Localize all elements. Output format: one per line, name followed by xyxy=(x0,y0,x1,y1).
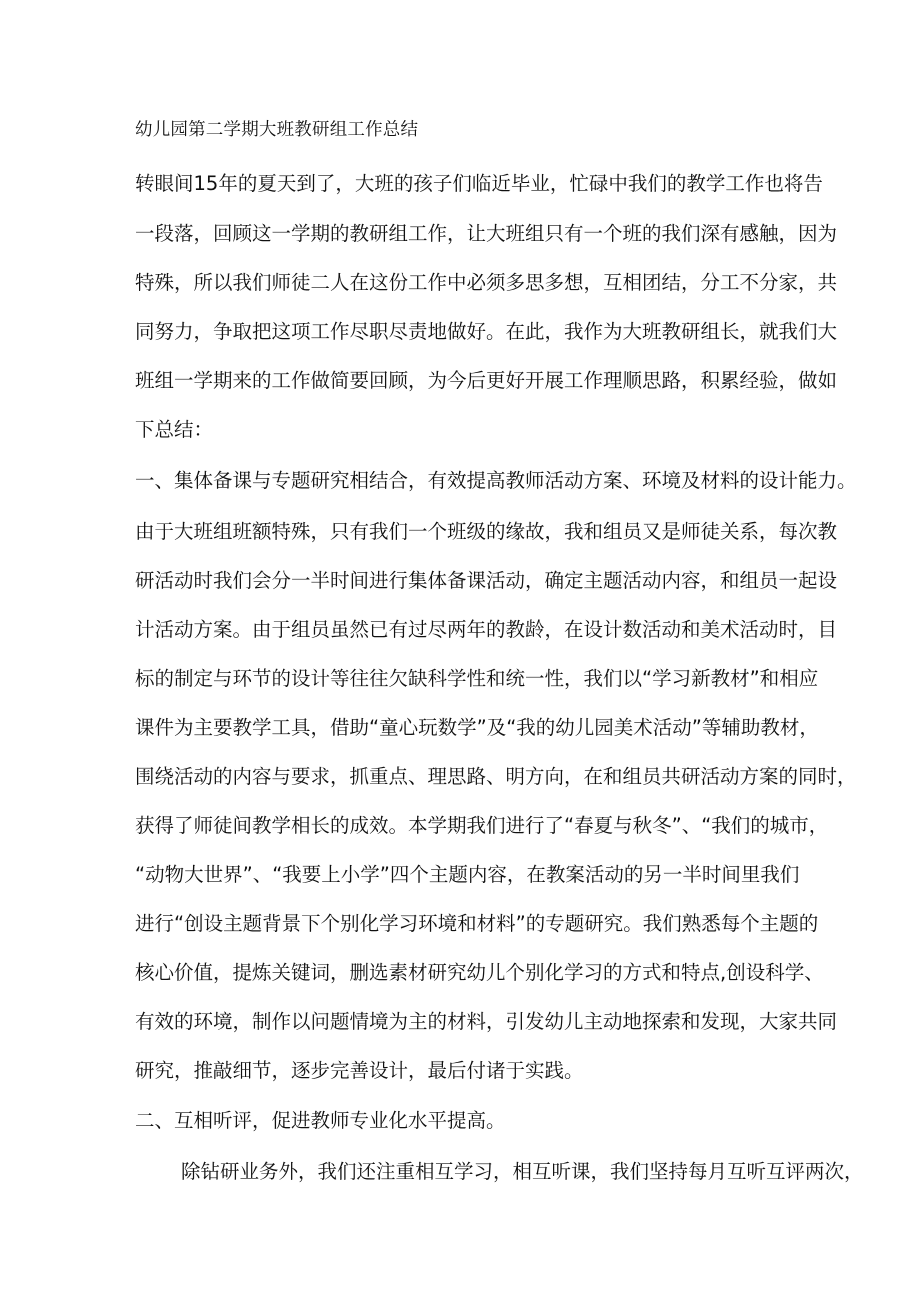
paragraph-line: 进行“创设主题背景下个别化学习环境和材料”的专题研究。我们熟悉每个主题的 xyxy=(135,912,819,935)
paragraph-line: 研活动时我们会分一半时间进行集体备课活动，确定主题活动内容，和组员一起设 xyxy=(135,569,838,592)
paragraph-line: 转眼间15年的夏天到了，大班的孩子们临近毕业，忙碌中我们的教学工作也将告 xyxy=(135,172,823,195)
paragraph-line: 获得了师徒间教学相长的成效。本学期我们进行了“春夏与秋冬”、“我们的城市， xyxy=(135,814,829,837)
paragraph-line: 有效的环境，制作以问题情境为主的材料，引发幼儿主动地探索和发现，大家共同 xyxy=(135,1010,838,1033)
paragraph-line: “动物大世界”、“我要上小学”四个主题内容，在教案活动的另一半时间里我们 xyxy=(135,863,800,886)
paragraph-line: 除钻研业务外，我们还注重相互学习，相互听课，我们坚持每月互听互评两次， xyxy=(181,1160,864,1183)
paragraph-line: 下总结： xyxy=(135,418,214,441)
paragraph-line: 同努力，争取把这项工作尽职尽责地做好。在此，我作为大班教研组长，就我们大 xyxy=(135,320,838,343)
paragraph-line: 核心价值，提炼关键词，删选素材研究幼儿个别化学习的方式和特点,创设科学、 xyxy=(135,961,824,984)
document-title: 幼儿园第二学期大班教研组工作总结 xyxy=(135,120,419,140)
paragraph-line: 研究，推敲细节，逐步完善设计，最后付诸于实践。 xyxy=(135,1059,584,1082)
paragraph-line: 计活动方案。由于组员虽然已有过尽两年的教龄，在设计数活动和美术活动时，目 xyxy=(135,618,838,641)
paragraph-line: 标的制定与环节的设计等往往欠缺科学性和统一性，我们以“学习新教材”和相应 xyxy=(135,667,819,690)
paragraph-line: 课件为主要教学工具，借助“童心玩数学”及“我的幼儿园美术活动”等辅助教材， xyxy=(135,716,819,739)
section-heading: 一、集体备课与专题研究相结合，有效提高教师活动方案、环境及材料的设计能力。 xyxy=(135,469,857,492)
paragraph-line: 班组一学期来的工作做简要回顾，为今后更好开展工作理顺思路，积累经验，做如 xyxy=(135,369,838,392)
paragraph-line: 一段落，回顾这一学期的教研组工作，让大班组只有一个班的我们深有感触，因为 xyxy=(135,222,838,245)
paragraph-line: 特殊，所以我们师徒二人在这份工作中必须多思多想，互相团结，分工不分家，共 xyxy=(135,271,838,294)
paragraph-line: 围绕活动的内容与要求，抓重点、理思路、明方向，在和组员共研活动方案的同时， xyxy=(135,765,857,788)
paragraph-line: 由于大班组班额特殊，只有我们一个班级的缘故，我和组员又是师徒关系，每次教 xyxy=(135,520,838,543)
section-heading: 二、互相听评，促进教师专业化水平提高。 xyxy=(135,1109,506,1132)
